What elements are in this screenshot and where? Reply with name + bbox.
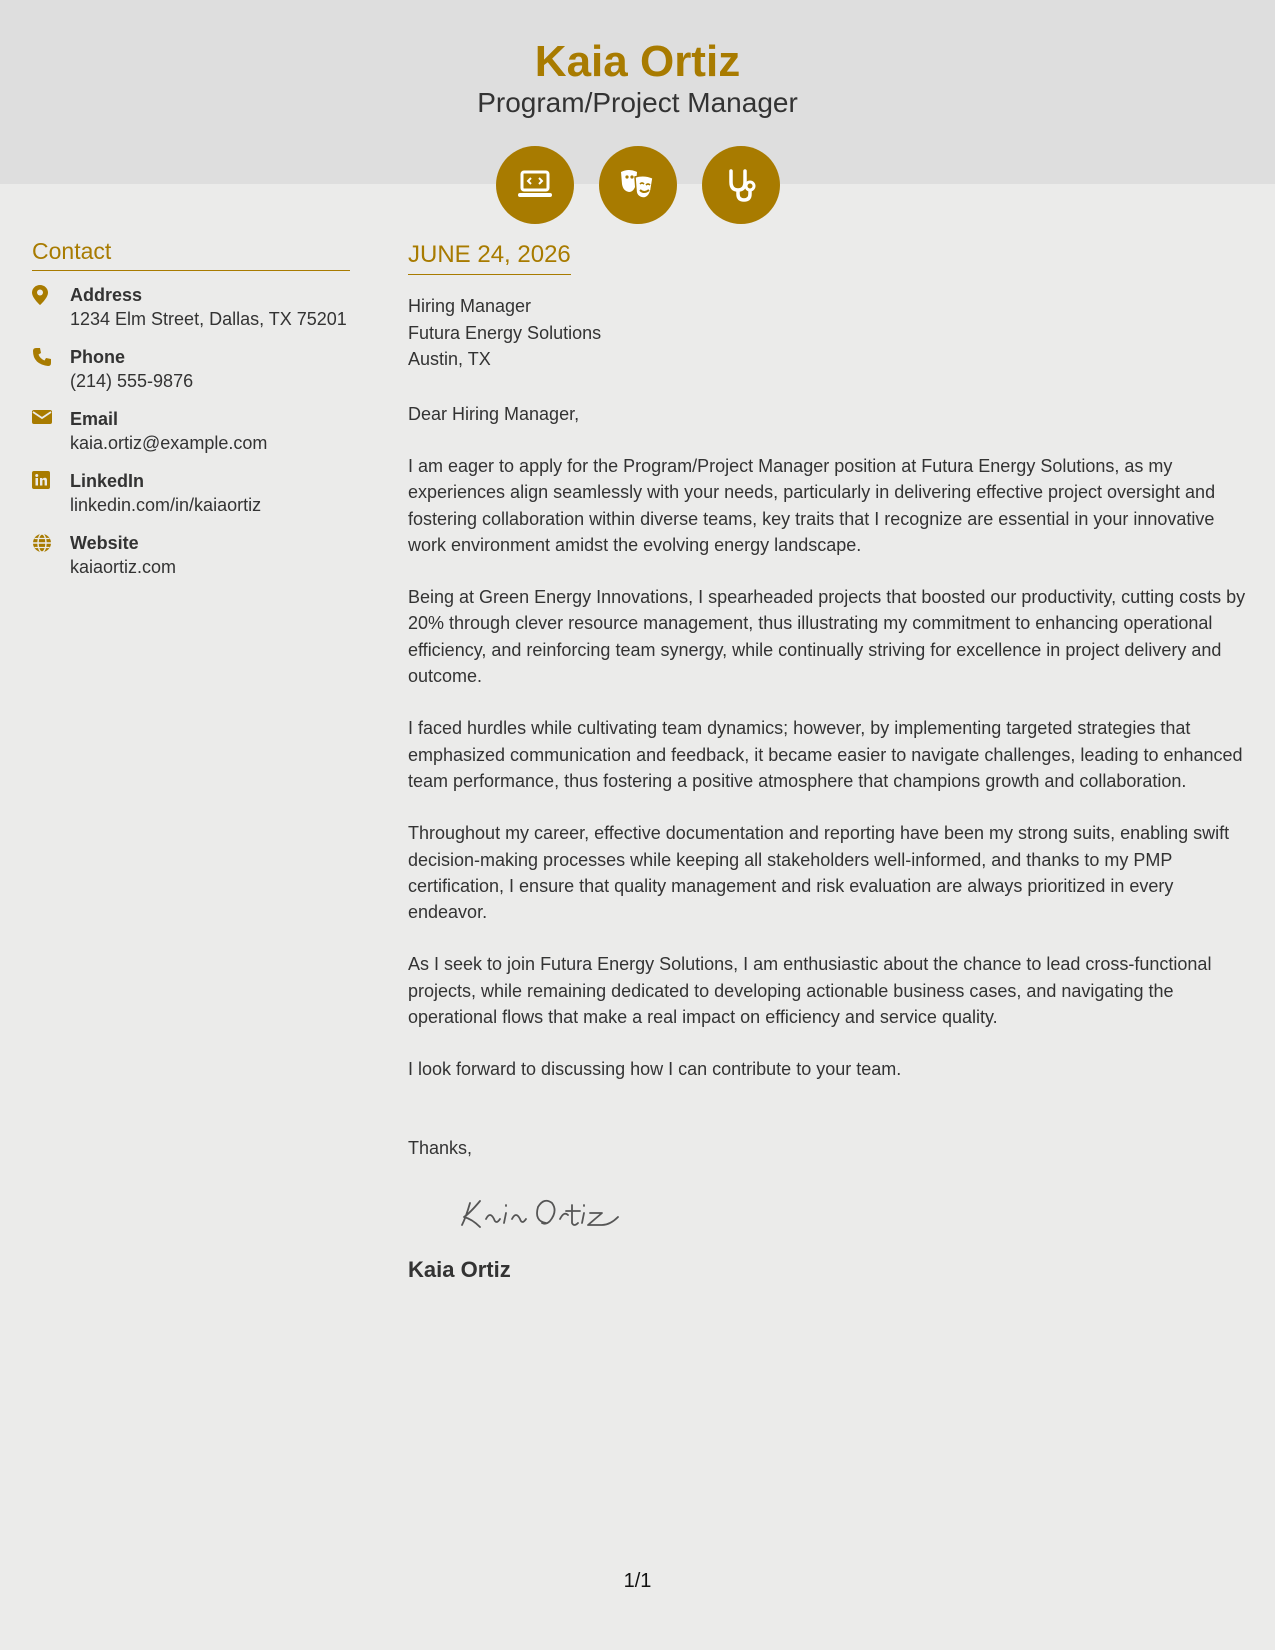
contact-value[interactable]: linkedin.com/in/kaiaortiz (70, 495, 262, 515)
letter-date: JUNE 24, 2026 (408, 240, 571, 275)
contact-label: LinkedIn (70, 471, 145, 491)
paragraph: I faced hurdles while cultivating team dynamics; however, by implementing targeted strategies that emphasized communication and feedback, it became easier to navigate challenges, leading to enhanced team performance, thus fostering a positive atmosphere that champions growth and collaboration. (408, 718, 1243, 791)
contact-label: Address (70, 285, 143, 305)
contact-value: 1234 Elm Street, Dallas, TX 75201 (70, 309, 347, 329)
laptop-code-icon (496, 146, 574, 224)
applicant-role: Program/Project Manager (477, 87, 798, 118)
contact-website (32, 531, 350, 579)
recipient-line: Hiring Manager (408, 296, 532, 316)
contact-phone (32, 345, 350, 393)
signed-name: Kaia Ortiz (408, 1256, 511, 1282)
paragraph: Being at Green Energy Innovations, I spearheaded projects that boosted our productivity, cutting costs by 20% through clever resource management, thus illustrating my commitment to enhancing operational efficiency, and reinforcing team synergy, while continually striving for excellence in project delivery and outcome. (408, 587, 1246, 687)
contact-value[interactable]: kaia.ortiz@example.com (70, 433, 268, 453)
linkedin-icon (32, 469, 70, 517)
contact-label: Phone (70, 347, 126, 367)
interest-icons (496, 146, 780, 224)
contact-label: Website (70, 533, 139, 553)
greeting: Dear Hiring Manager, (408, 403, 580, 424)
contact-value[interactable]: kaiaortiz.com (70, 557, 177, 577)
contact-value: (214) 555-9876 (70, 371, 194, 391)
stethoscope-icon (702, 146, 780, 224)
applicant-name: Kaia Ortiz (534, 37, 741, 86)
paragraph: Throughout my career, effective documentation and reporting have been my strong suits, enabling swift decision-making processes while keeping all stakeholders well-informed, and thanks to my PMP certification, I ensure that quality management and risk evaluation are always prioritized in every endeavor. (408, 823, 1230, 923)
page-number: 1/1 (623, 1570, 652, 1592)
theater-masks-icon (599, 146, 677, 224)
contact-linkedin (32, 469, 350, 517)
recipient-block (408, 293, 1248, 373)
envelope-icon (32, 407, 70, 455)
handwritten-signature (450, 1183, 1248, 1239)
map-pin-icon (32, 283, 70, 331)
contact-email (32, 407, 350, 455)
contact-list (32, 283, 350, 579)
paragraph: As I seek to join Futura Energy Solutions, I am enthusiastic about the chance to lead cross-functional projects, while remaining dedicated to developing actionable business cases, and navigating the operational flows that make a real impact on efficiency and service quality. (408, 954, 1212, 1028)
phone-icon (32, 345, 70, 393)
contact-label: Email (70, 409, 119, 429)
recipient-line: Austin, TX (408, 349, 491, 369)
contact-sidebar (32, 236, 350, 593)
globe-icon (32, 531, 70, 579)
contact-heading: Contact (32, 236, 350, 271)
recipient-line: Futura Energy Solutions (408, 322, 602, 343)
paragraph: I am eager to apply for the Program/Project Manager position at Futura Energy Solutions, as my experiences align seamlessly with your needs, particularly in delivering effective project oversight and fostering collaboration within diverse teams, key traits that I recognize are essential in your innovative work environment amidst the evolving energy landscape. (408, 456, 1216, 555)
contact-address (32, 283, 350, 331)
paragraph: I look forward to discussing how I can contribute to your team. (408, 1059, 902, 1080)
letter-body (408, 240, 1248, 1283)
closing: Thanks, (408, 1137, 473, 1158)
